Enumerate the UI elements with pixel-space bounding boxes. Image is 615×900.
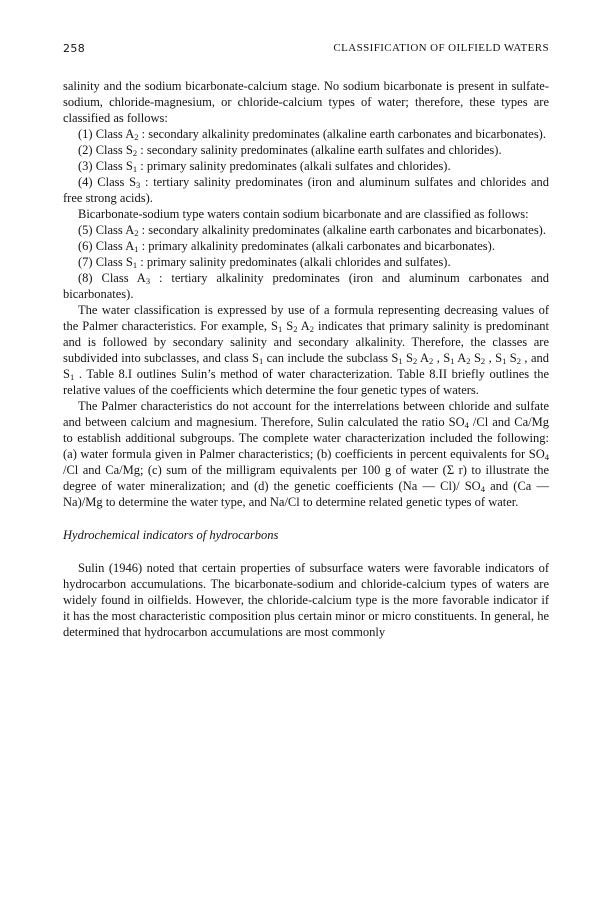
intro-paragraph (63, 78, 549, 126)
intro-text: salinity and the sodium bicarbonate-calcium stage. No sodium bicarbonate is present in sulfate-sodium, chloride-magnesium, or chloride-calcium types of water; therefore, these types are classified as follows: (63, 79, 549, 125)
sulin-paragraph: Sulin (1946) noted that certain properties of subsurface waters were favorable indicators of hydrocarbon accumulations. The bicarbonate-sodium and chloride-calcium types of waters are widely found in oilfields. However, the chloride-calcium type is the more favorable indicator if it has the most characteristic composition plus certain minor or micro constituents. In general, he determined that hydrocarbon accumulations are most commonly (63, 561, 549, 639)
class-item-5: (5) Class $A_2$ : secondary alkalinity predominates (alkaline earth carbonates and bicarbonates). (78, 223, 546, 238)
class-item-7: (7) Class $S_1$ : primary salinity predominates (alkali chlorides and sulfates). (78, 255, 451, 270)
class-item-6: (6) Class $A_1$ : primary alkalinity predominates (alkali carbonates and bicarbonates). (78, 239, 495, 254)
class-item-8: (8) Class $A_3$ : tertiary alkalinity predominates (iron and aluminum carbonates and bicarbonates). (63, 271, 550, 301)
running-title: CLASSIFICATION OF OILFIELD WATERS (333, 42, 549, 54)
class-item-2: (2) Class $S_2$ : secondary salinity predominates (alkaline earth sulfates and chlorides). (78, 143, 502, 158)
body-text (63, 78, 549, 640)
class-item-3: (3) Class $S_1$ : primary salinity predominates (alkali sulfates and chlorides). (78, 159, 451, 174)
class-item-1: (1) Class $A_2$ : secondary alkalinity predominates (alkaline earth carbonates and bicarbonates). (78, 127, 546, 142)
palmer-paragraph: The Palmer characteristics do not account for the interrelations between chloride and sulfate and between calcium and magnesium. Therefore, Sulin calculated the ratio $SO_4$ /Cl and Ca/Mg to establish additional subgroups. The complete water characterization included the following: (a) water formula given in Palmer characteristics; (b) coefficients in percent equivalents for $SO_4$ /Cl and Ca/Mg; (c) sum of the milligram equivalents per 100 g of water (Σ r) to illustrate the degree of water mineralization; and (d) the genetic coefficients (Na — Cl)/ $SO_4$ and (Ca — Na)/Mg to determine the water type, and Na/Cl to determine related genetic types of water. (63, 399, 549, 509)
formula-paragraph: The water classification is expressed by use of a formula representing decreasing values of the Palmer characteristics. For example, $S_1$ $S_2$ $A_2$ indicates that primary salinity is predominant and is followed by secondary salinity and secondary alkalinity. Therefore, the classes are subdivided into subclasses, and class $S_1$ can include the subclass $S_1$ $S_2$ $A_2$ , $S_1$ $A_2$ $S_2$ , $S_1$ $S_2$ , and $S_1$ . Table 8.I outlines Sulin’s method of water characterization. Table 8.II briefly outlines the relative values of the coefficients which determine the four genetic types of waters. (63, 303, 550, 397)
class-item-4: (4) Class $S_3$ : tertiary salinity predominates (iron and aluminum sulfates and chlorides and free strong acids). (63, 175, 549, 205)
page-header (63, 42, 549, 58)
page-number: 258 (63, 42, 86, 55)
bicarbonate-paragraph: Bicarbonate-sodium type waters contain sodium bicarbonate and are classified as follows: (78, 207, 529, 221)
section-heading: Hydrochemical indicators of hydrocarbons (63, 528, 279, 542)
